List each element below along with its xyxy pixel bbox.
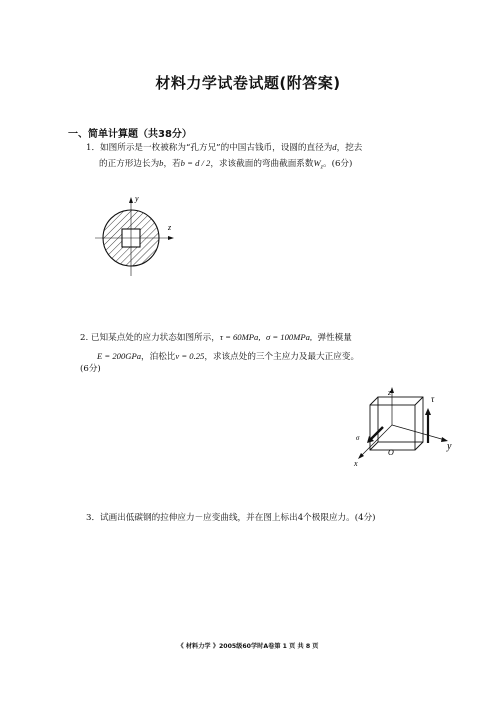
label-y: y <box>447 441 452 452</box>
label-z: z <box>168 223 172 232</box>
question-1-line-2 <box>99 156 352 175</box>
page-footer: 《 材料力学 》2005级60学时A卷第 1 页 共 8 页 <box>177 643 319 650</box>
label-sigma: σ <box>356 434 360 442</box>
question-3: 3．试画出低碳钢的拉伸应力－应变曲线，并在图上标出4个极限应力。(4分) <box>86 513 376 523</box>
q1-formula: b = d / 2 <box>180 158 211 168</box>
question-2-line-1 <box>80 330 352 345</box>
q2-nu: ν = 0.25 <box>175 351 205 361</box>
section-heading: 一、简单计算题（共38分） <box>68 129 192 140</box>
q1-text-b: ，挖去 <box>336 143 363 153</box>
y-axis-arrow-icon <box>129 197 133 203</box>
label-o: O <box>388 448 394 457</box>
q1-text-f: 。(6分) <box>323 159 353 169</box>
z-axis-arrow-icon <box>168 236 174 240</box>
q1-var-b: b <box>159 158 164 168</box>
label-tau: τ <box>431 394 435 404</box>
q1-var-d: d <box>332 142 337 152</box>
q1-text-c: 的正方形边长为 <box>99 159 160 169</box>
q1-text-e: ，求该截面的弯曲截面系数 <box>210 159 314 169</box>
q2-text-c: ，泊松比 <box>141 352 176 362</box>
stress-element-figure <box>348 385 460 475</box>
coin-cross-section-figure <box>95 190 185 290</box>
label-x: x <box>354 459 358 468</box>
q2-text-d: ，求该点处的三个主应力及最大正应变。 <box>204 352 360 362</box>
q1-text-d: ，若 <box>163 159 181 169</box>
q2-text-b: 弹性模量 <box>317 333 352 343</box>
question-2-line-2 <box>97 349 359 364</box>
tau-arrow-head-icon <box>425 408 431 415</box>
label-z: z <box>388 388 392 397</box>
label-y: y <box>135 194 139 203</box>
question-1-line-1 <box>86 140 362 155</box>
sigma-arrow <box>370 427 383 440</box>
page-title: 材料力学试卷试题(附答案) <box>155 74 341 92</box>
q2-e: E = 200GPa <box>97 351 141 361</box>
q2-sigma: σ = 100MPa, <box>265 332 313 342</box>
q2-text-a: 2. 已知某点处的应力状态如图所示， <box>80 333 220 343</box>
q1-var-w-sub: z <box>320 164 323 171</box>
q1-var-w: W <box>313 158 321 168</box>
q2-tau: τ = 60MPa, <box>219 332 261 342</box>
q1-text-a: 1．如图所示是一枚被称为“孔方兄”的中国古钱币，设圆的直径为 <box>86 143 333 153</box>
y-axis-line <box>392 425 445 440</box>
question-2-line-3: (6分) <box>80 364 101 374</box>
